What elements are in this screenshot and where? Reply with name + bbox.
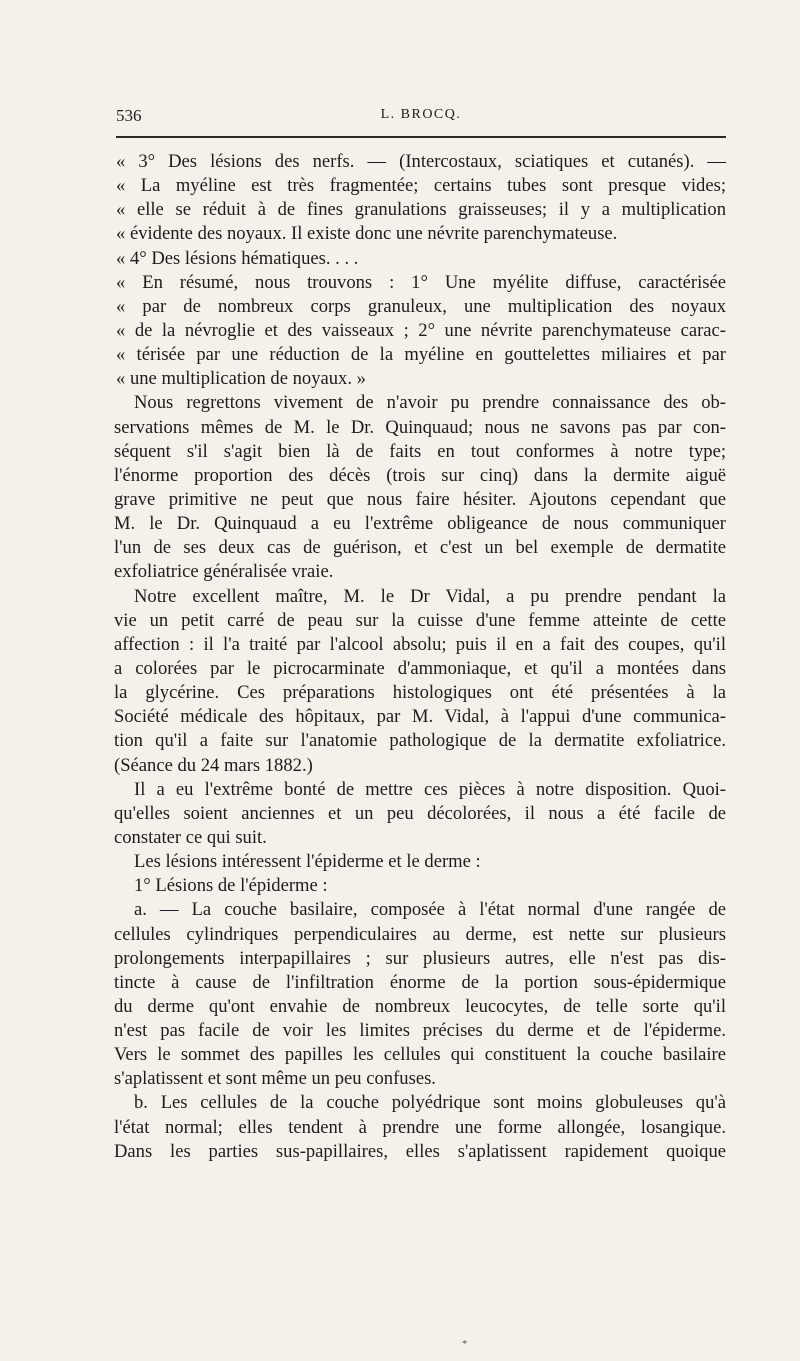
text-line: « La myéline est très fragmentée; certains tubes sont presque vides; bbox=[116, 175, 726, 197]
body-text bbox=[114, 150, 726, 1164]
text-line: a colorées par le picrocarminate d'ammoniaque, et qu'il a montées dans bbox=[114, 657, 726, 679]
text-line: Vers le sommet des papilles les cellules qui constituent la couche basilaire bbox=[114, 1044, 726, 1066]
text-line: Les lésions intéressent l'épiderme et le derme : bbox=[134, 851, 481, 873]
text-line: s'aplatissent et sont même un peu confuses. bbox=[114, 1068, 436, 1090]
page-header bbox=[116, 106, 726, 128]
text-line: Nous regrettons vivement de n'avoir pu prendre connaissance des ob- bbox=[134, 392, 726, 414]
header-rule bbox=[116, 136, 726, 138]
text-line: servations mêmes de M. le Dr. Quinquaud; nous ne savons pas par con- bbox=[114, 416, 726, 438]
text-line: vie un petit carré de peau sur la cuisse d'une femme atteinte de cette bbox=[114, 609, 726, 631]
text-line: l'état normal; elles tendent à prendre une forme allongée, losangique. bbox=[114, 1116, 726, 1138]
text-line: « évidente des noyaux. Il existe donc une névrite parenchymateuse. bbox=[116, 223, 618, 245]
text-line: M. le Dr. Quinquaud a eu l'extrême obligeance de nous communiquer bbox=[114, 513, 726, 535]
text-line: la glycérine. Ces préparations histologiques ont été présentées à la bbox=[114, 682, 726, 704]
text-line: « 4° Des lésions hématiques. . . . bbox=[116, 247, 359, 269]
text-line: Il a eu l'extrême bonté de mettre ces pièces à notre disposition. Quoi- bbox=[134, 778, 726, 800]
running-head: L. BROCQ. bbox=[380, 107, 462, 122]
text-line: l'un de ses deux cas de guérison, et c'est un bel exemple de dermatite bbox=[114, 537, 726, 559]
text-line: « En résumé, nous trouvons : 1° Une myélite diffuse, caractérisée bbox=[116, 271, 726, 293]
text-line: séquent s'il s'agit bien là de faits en tout conformes à notre type; bbox=[114, 440, 726, 462]
text-line: « de la névroglie et des vaisseaux ; 2° une névrite parenchymateuse carac- bbox=[116, 319, 726, 341]
text-line: grave primitive ne peut que nous faire hésiter. Ajoutons cependant que bbox=[114, 488, 726, 510]
text-line: b. Les cellules de la couche polyédrique sont moins globuleuses qu'à bbox=[134, 1092, 726, 1114]
text-line: constater ce qui suit. bbox=[114, 826, 267, 848]
text-line: « 3° Des lésions des nerfs. — (Intercostaux, sciatiques et cutanés). — bbox=[116, 151, 726, 172]
text-line: « une multiplication de noyaux. » bbox=[116, 368, 366, 390]
text-line: qu'elles soient anciennes et un peu décolorées, il nous a été facile de bbox=[114, 802, 726, 824]
text-line: Dans les parties sus-papillaires, elles s'aplatissent rapidement quoique bbox=[114, 1140, 726, 1162]
text-line: cellules cylindriques perpendiculaires au derme, est nette sur plusieurs bbox=[114, 923, 726, 945]
text-line: « elle se réduit à de fines granulations graisseuses; il y a multiplication bbox=[116, 199, 726, 221]
printer-mark: * bbox=[462, 1338, 468, 1350]
text-line: prolongements interpapillaires ; sur plusieurs autres, elle n'est pas dis- bbox=[114, 947, 726, 969]
text-line: du derme qu'ont envahie de nombreux leucocytes, de telle sorte qu'il bbox=[114, 995, 726, 1017]
page-number: 536 bbox=[116, 106, 142, 125]
text-line: « par de nombreux corps granuleux, une multiplication des noyaux bbox=[116, 295, 726, 317]
text-line: Notre excellent maître, M. le Dr Vidal, a pu prendre pendant la bbox=[134, 585, 726, 607]
text-line: affection : il l'a traité par l'alcool absolu; puis il en a fait des coupes, qu'il bbox=[114, 633, 726, 655]
text-line: Société médicale des hôpitaux, par M. Vidal, à l'appui d'une communica- bbox=[114, 706, 726, 728]
text-line: l'énorme proportion des décès (trois sur cinq) dans la dermite aiguë bbox=[114, 464, 726, 486]
text-line: exfoliatrice généralisée vraie. bbox=[114, 561, 334, 583]
text-line: a. — La couche basilaire, composée à l'état normal d'une rangée de bbox=[134, 899, 726, 921]
text-line: « térisée par une réduction de la myéline en gouttelettes miliaires et par bbox=[116, 344, 726, 366]
text-line: tincte à cause de l'infiltration énorme de la portion sous-épidermique bbox=[114, 971, 726, 993]
text-line: tion qu'il a faite sur l'anatomie pathologique de la dermatite exfoliatrice. bbox=[114, 730, 726, 752]
text-line: (Séance du 24 mars 1882.) bbox=[114, 754, 313, 776]
text-line: n'est pas facile de voir les limites précises du derme et de l'épiderme. bbox=[114, 1020, 726, 1042]
text-line: 1° Lésions de l'épiderme : bbox=[134, 875, 328, 897]
